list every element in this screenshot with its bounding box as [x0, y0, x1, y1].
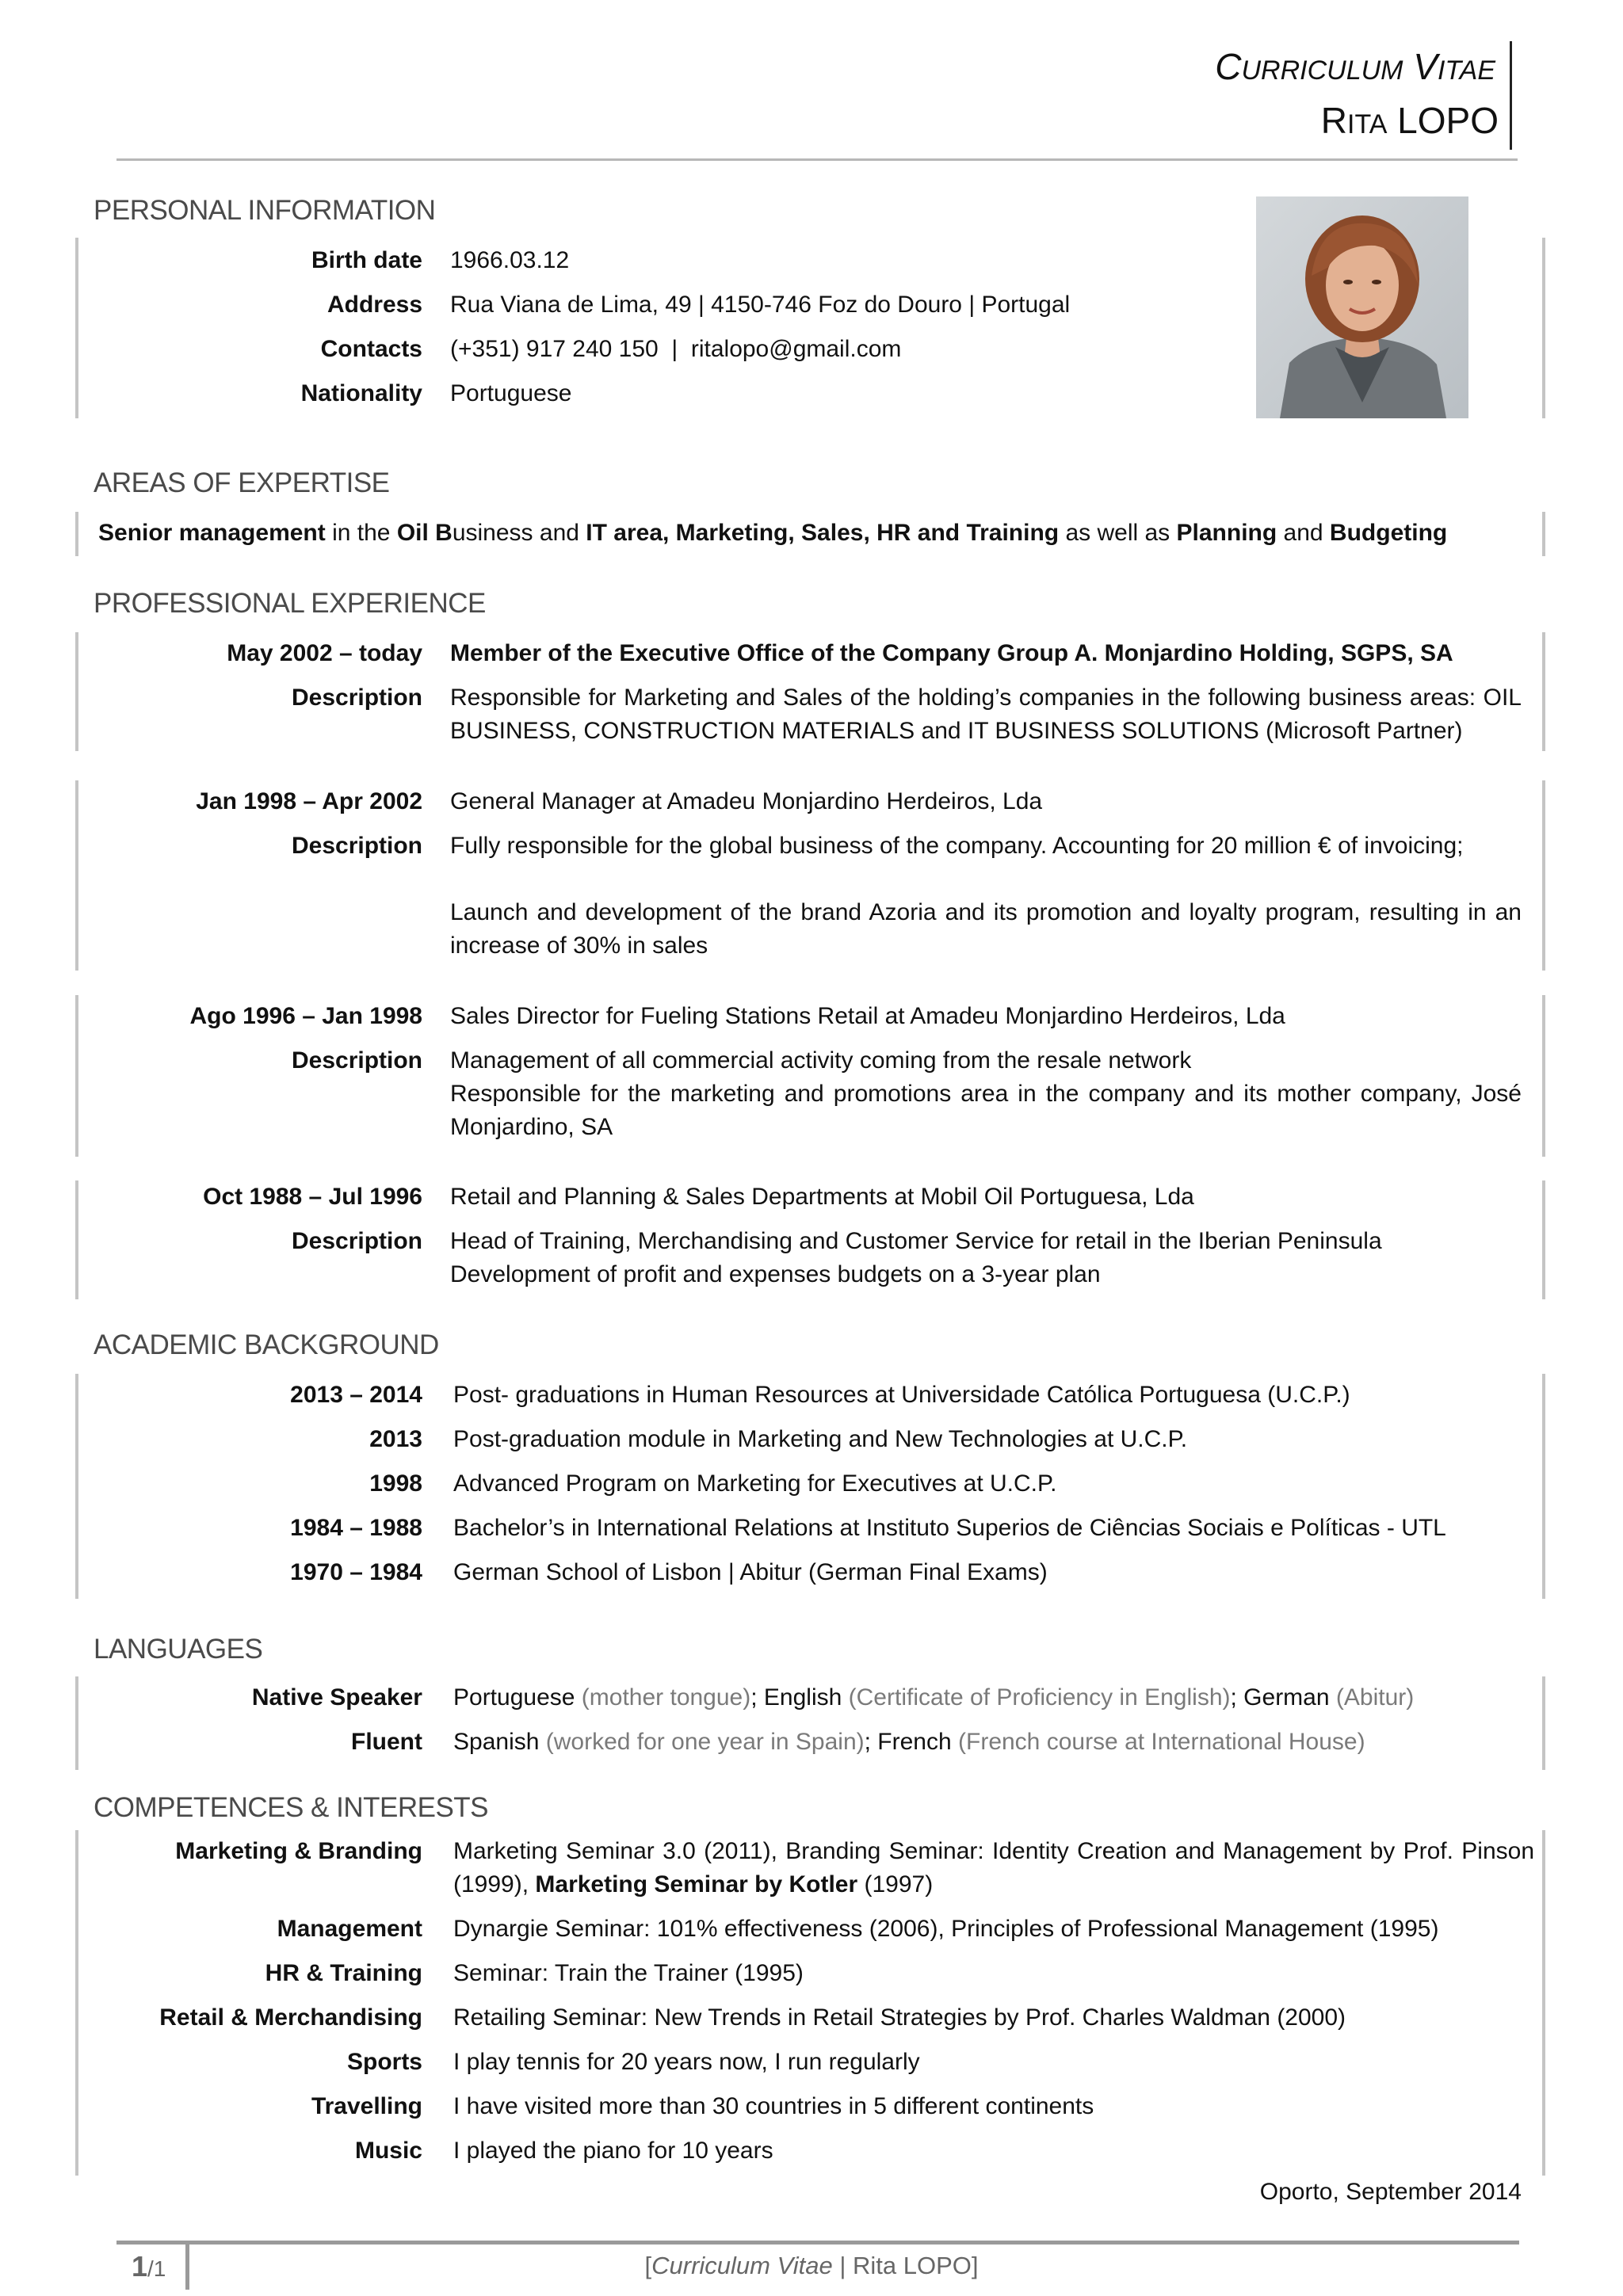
value-contacts: (+351) 917 240 150 | ritalopo@gmail.com: [450, 336, 902, 362]
section-bar-right: [1542, 1676, 1545, 1770]
competence-value: Retailing Seminar: New Trends in Retail Strategies by Prof. Charles Waldman (2000): [453, 2004, 1346, 2031]
value-birth-date: 1966.03.12: [450, 247, 570, 273]
label-nationality: Nationality: [300, 380, 422, 406]
job-period: May 2002 – today: [227, 640, 422, 666]
competence-label: Music: [354, 2138, 422, 2164]
section-bar-left: [75, 632, 78, 751]
job-period: Oct 1988 – Jul 1996: [203, 1184, 422, 1210]
page-current: 1: [132, 2250, 148, 2283]
section-bar-right: [1542, 995, 1545, 1157]
cv-title-initial-2: V: [1413, 46, 1438, 87]
cv-title-rest-2: ITAE: [1437, 55, 1495, 86]
expertise-seg: in the: [325, 520, 397, 546]
job-description-label: Description: [291, 833, 422, 859]
cv-surname: LOPO: [1397, 100, 1499, 141]
cv-title-rest-1: URRICULUM: [1241, 55, 1403, 86]
competence-value: I played the piano for 10 years: [453, 2138, 773, 2164]
competence-value: I play tennis for 20 years now, I run regularly: [453, 2049, 920, 2075]
marketing-text: (1997): [857, 1871, 934, 1897]
language-name: Portuguese: [453, 1684, 575, 1711]
language-name: Spanish: [453, 1729, 540, 1755]
academic-period: 2013 – 2014: [290, 1382, 422, 1408]
expertise-seg: usiness and: [452, 520, 586, 546]
section-bar-left: [75, 1374, 78, 1599]
job-description: Development of profit and expenses budgets on a 3-year plan: [450, 1261, 1101, 1287]
section-bar-right: [1542, 238, 1545, 418]
job-description: Head of Training, Merchandising and Customer Service for retail in the Iberian Peninsula: [450, 1228, 1382, 1254]
footer-caption: [0, 2252, 1623, 2280]
section-bar-right: [1542, 632, 1545, 751]
label-birth-date: Birth date: [311, 247, 422, 273]
competence-label: Travelling: [311, 2093, 422, 2119]
academic-entry: Post-graduation module in Marketing and New Technologies at U.C.P.: [453, 1426, 1188, 1452]
cv-title: [1215, 41, 1512, 96]
fluent-languages: [453, 1729, 1365, 1756]
academic-period: 2013: [369, 1426, 422, 1452]
marketing-text: Marketing Seminar 3.0 (2011), Branding Seminar: Identity Creation and Management by Prof. Pinson (1999),: [453, 1838, 1534, 1897]
section-bar-left: [75, 780, 78, 971]
cv-name-rest: ITA: [1347, 109, 1388, 139]
language-note: (worked for one year in Spain): [539, 1729, 865, 1755]
portrait-illustration: [1256, 196, 1468, 418]
competence-label: Sports: [346, 2049, 422, 2075]
section-bar-left: [75, 1180, 78, 1299]
footer-bracket: [: [644, 2252, 652, 2279]
language-note: (Abitur): [1329, 1684, 1415, 1711]
expertise-seg: as well as: [1059, 520, 1177, 546]
section-bar-left: [75, 1830, 78, 2176]
value-address: Rua Viana de Lima, 49 | 4150-746 Foz do Douro | Portugal: [450, 292, 1071, 318]
section-heading-languages: LANGUAGES: [94, 1634, 263, 1665]
job-period: Ago 1996 – Jan 1998: [189, 1003, 422, 1029]
header-rule: [116, 158, 1518, 161]
expertise-seg: Budgeting: [1329, 520, 1448, 546]
section-bar-right: [1542, 1830, 1545, 2176]
academic-entry: Advanced Program on Marketing for Executives at U.C.P.: [453, 1470, 1057, 1497]
section-bar-right: [1542, 512, 1545, 556]
competence-value: Dynargie Seminar: 101% effectiveness (2006), Principles of Professional Management (1995): [453, 1916, 1439, 1942]
job-description-label: Description: [291, 685, 422, 711]
expertise-summary: [98, 520, 1447, 547]
job-description: Launch and development of the brand Azoria and its promotion and loyalty program, resulting in an increase of 30% in sales: [450, 899, 1522, 959]
value-nationality: Portuguese: [450, 380, 572, 406]
label-native-speaker: Native Speaker: [251, 1684, 422, 1711]
section-bar-right: [1542, 1374, 1545, 1599]
academic-entry: German School of Lisbon | Abitur (German Final Exams): [453, 1559, 1048, 1585]
expertise-seg: Senior management: [98, 520, 326, 546]
cv-title-initial-1: C: [1215, 46, 1242, 87]
competence-value: Seminar: Train the Trainer (1995): [453, 1960, 804, 1986]
academic-entry: Bachelor’s in International Relations at Instituto Superios de Ciências Sociais e Políticas - UTL: [453, 1515, 1446, 1541]
job-description: Management of all commercial activity coming from the resale network: [450, 1047, 1192, 1074]
section-bar-left: [75, 512, 78, 556]
marketing-highlight: Marketing Seminar by Kotler: [535, 1871, 858, 1897]
section-bar-right: [1542, 1180, 1545, 1299]
section-heading-personal: PERSONAL INFORMATION: [94, 195, 436, 226]
language-separator: ;: [1230, 1684, 1244, 1711]
cv-name-initial: R: [1320, 100, 1348, 141]
academic-entry: Post- graduations in Human Resources at Universidade Católica Portuguesa (U.C.P.): [453, 1382, 1350, 1408]
value-marketing-branding: [453, 1835, 1534, 1901]
label-contacts: Contacts: [320, 336, 422, 362]
expertise-seg: Planning: [1176, 520, 1277, 546]
language-name: French: [877, 1729, 952, 1755]
section-heading-academic: ACADEMIC BACKGROUND: [94, 1329, 439, 1360]
label-fluent: Fluent: [351, 1729, 422, 1755]
job-title: Member of the Executive Office of the Company Group A. Monjardino Holding, SGPS, SA: [450, 640, 1453, 666]
academic-period: 1998: [369, 1470, 422, 1497]
job-title: General Manager at Amadeu Monjardino Herdeiros, Lda: [450, 788, 1043, 814]
competence-value: I have visited more than 30 countries in 5 different continents: [453, 2093, 1094, 2119]
label-address: Address: [327, 292, 422, 318]
expertise-seg: IT area, Marketing, Sales, HR and Training: [586, 520, 1060, 546]
job-period: Jan 1998 – Apr 2002: [196, 788, 422, 814]
language-separator: ;: [864, 1729, 878, 1755]
competence-label: HR & Training: [265, 1960, 422, 1986]
footer-doc-type: Curriculum Vitae: [651, 2252, 833, 2279]
job-description-label: Description: [291, 1047, 422, 1074]
expertise-seg: Oil B: [396, 520, 453, 546]
profile-photo: [1256, 196, 1468, 418]
label-marketing-branding: Marketing & Branding: [175, 1838, 422, 1864]
section-bar-left: [75, 1676, 78, 1770]
section-heading-expertise: AREAS OF EXPERTISE: [94, 467, 390, 498]
section-bar-left: [75, 995, 78, 1157]
footer-rule: [116, 2241, 1519, 2245]
language-separator: ;: [750, 1684, 764, 1711]
language-note: (French course at International House): [951, 1729, 1365, 1755]
competence-label: Management: [277, 1916, 422, 1942]
job-description-label: Description: [291, 1228, 422, 1254]
native-languages: [453, 1684, 1414, 1711]
job-title: Sales Director for Fueling Stations Retail at Amadeu Monjardino Herdeiros, Lda: [450, 1003, 1285, 1029]
academic-period: 1984 – 1988: [290, 1515, 422, 1541]
signoff-place-date: Oporto, September 2014: [1259, 2179, 1522, 2205]
section-heading-experience: PROFESSIONAL EXPERIENCE: [94, 588, 486, 619]
expertise-seg: and: [1277, 520, 1330, 546]
footer-name: | Rita LOPO]: [832, 2252, 979, 2279]
section-bar-right: [1542, 780, 1545, 971]
job-description: Fully responsible for the global business of the company. Accounting for 20 million € of invoicing;: [450, 833, 1464, 859]
page-total: /1: [147, 2256, 166, 2281]
section-bar-left: [75, 238, 78, 418]
academic-period: 1970 – 1984: [290, 1559, 422, 1585]
language-name: German: [1243, 1684, 1330, 1711]
language-note: (mother tongue): [575, 1684, 751, 1711]
competence-label: Retail & Merchandising: [159, 2004, 422, 2031]
cv-name: [1321, 95, 1512, 150]
language-note: (Certificate of Proficiency in English): [842, 1684, 1231, 1711]
language-name: English: [763, 1684, 842, 1711]
job-description: Responsible for Marketing and Sales of the holding’s companies in the following business areas: OIL BUSINESS, CONSTRUCTION MATERIALS and IT BUSINESS SOLUTIONS (Microsoft Partner): [450, 685, 1522, 744]
job-title: Retail and Planning & Sales Departments at Mobil Oil Portuguesa, Lda: [450, 1184, 1194, 1210]
section-heading-competences: COMPETENCES & INTERESTS: [94, 1792, 489, 1823]
job-description: Responsible for the marketing and promotions area in the company and its mother company, José Monjardino, SA: [450, 1081, 1522, 1140]
